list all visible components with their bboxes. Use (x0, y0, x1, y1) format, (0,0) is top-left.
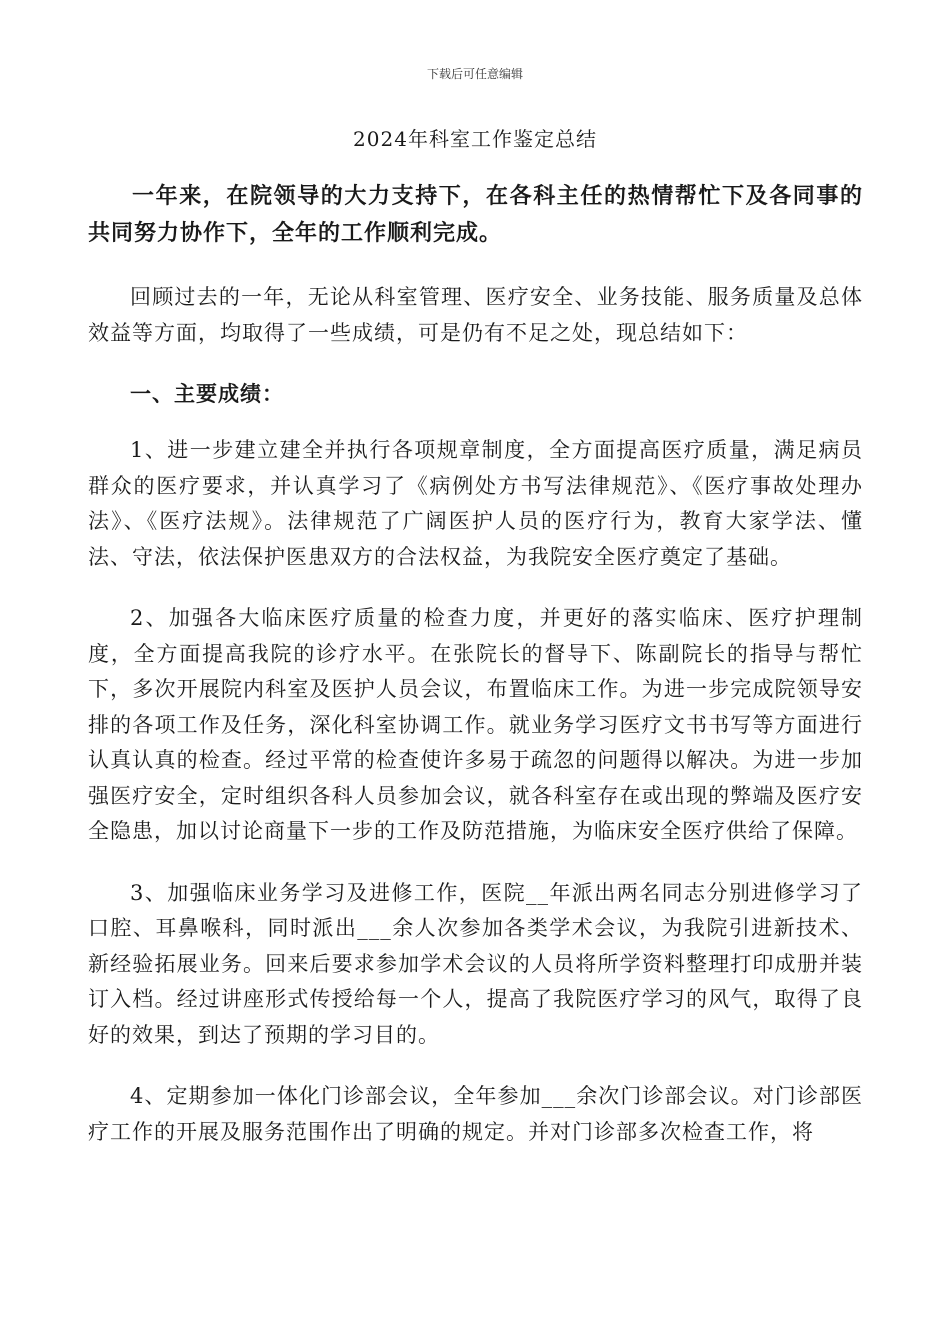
page-header: 下载后可任意编辑 (426, 67, 523, 81)
intro-paragraph: 一年来，在院领导的大力支持下，在各科主任的热情帮忙下及各同事的共同努力协作下，全年的工作顺利完成。 (88, 183, 863, 246)
section-heading-main-achievements: 一、主要成绩： (130, 381, 284, 406)
achievement-item-4: 4、定期参加一体化门诊部会议，全年参加___余次门诊部会议。对门诊部医疗工作的开展及服务范围作出了明确的规定。并对门诊部多次检查工作，将 (88, 1084, 863, 1144)
achievement-item-3: 3、加强临床业务学习及进修工作，医院__年派出两名同志分别进修学习了口腔、耳鼻喉科，同时派出___余人次参加各类学术会议，为我院引进新技术、新经验拓展业务。回来后要求参加学术会议的人员将所学资料整理打印成册并装订入档。经过讲座形式传授给每一个人，提高了我院医疗学习的风气，取得了良好的效果，到达了预期的学习目的。 (88, 880, 863, 1047)
achievement-item-2: 2、加强各大临床医疗质量的检查力度，并更好的落实临床、医疗护理制度，全方面提高我院的诊疗水平。在张院长的督导下、陈副院长的指导与帮忙下，多次开展院内科室及医护人员会议，布置临床工作。为进一步完成院领导安排的各项工作及任务，深化科室协调工作。就业务学习医疗文书书写等方面进行认真认真的检查。经过平常的检查使许多易于疏忽的问题得以解决。为进一步加强医疗安全，定时组织各科人员参加会议，就各科室存在或出现的弊端及医疗安全隐患，加以讨论商量下一步的工作及防范措施，为临床安全医疗供给了保障。 (88, 606, 863, 843)
document-body (88, 178, 863, 1176)
document-title: 2024年科室工作鉴定总结 (353, 127, 597, 151)
achievement-item-1: 1、进一步建立建全并执行各项规章制度，全方面提高医疗质量，满足病员群众的医疗要求，并认真学习了《病例处方书写法律规范》、《医疗事故处理办法》、《医疗法规》。法律规范了广阔医护人员的医疗行为，教育大家学法、懂法、守法，依法保护医患双方的合法权益，为我院安全医疗奠定了基础。 (88, 438, 863, 569)
summary-paragraph: 回顾过去的一年，无论从科室管理、医疗安全、业务技能、服务质量及总体效益等方面，均取得了一些成绩，可是仍有不足之处，现总结如下： (88, 285, 863, 345)
